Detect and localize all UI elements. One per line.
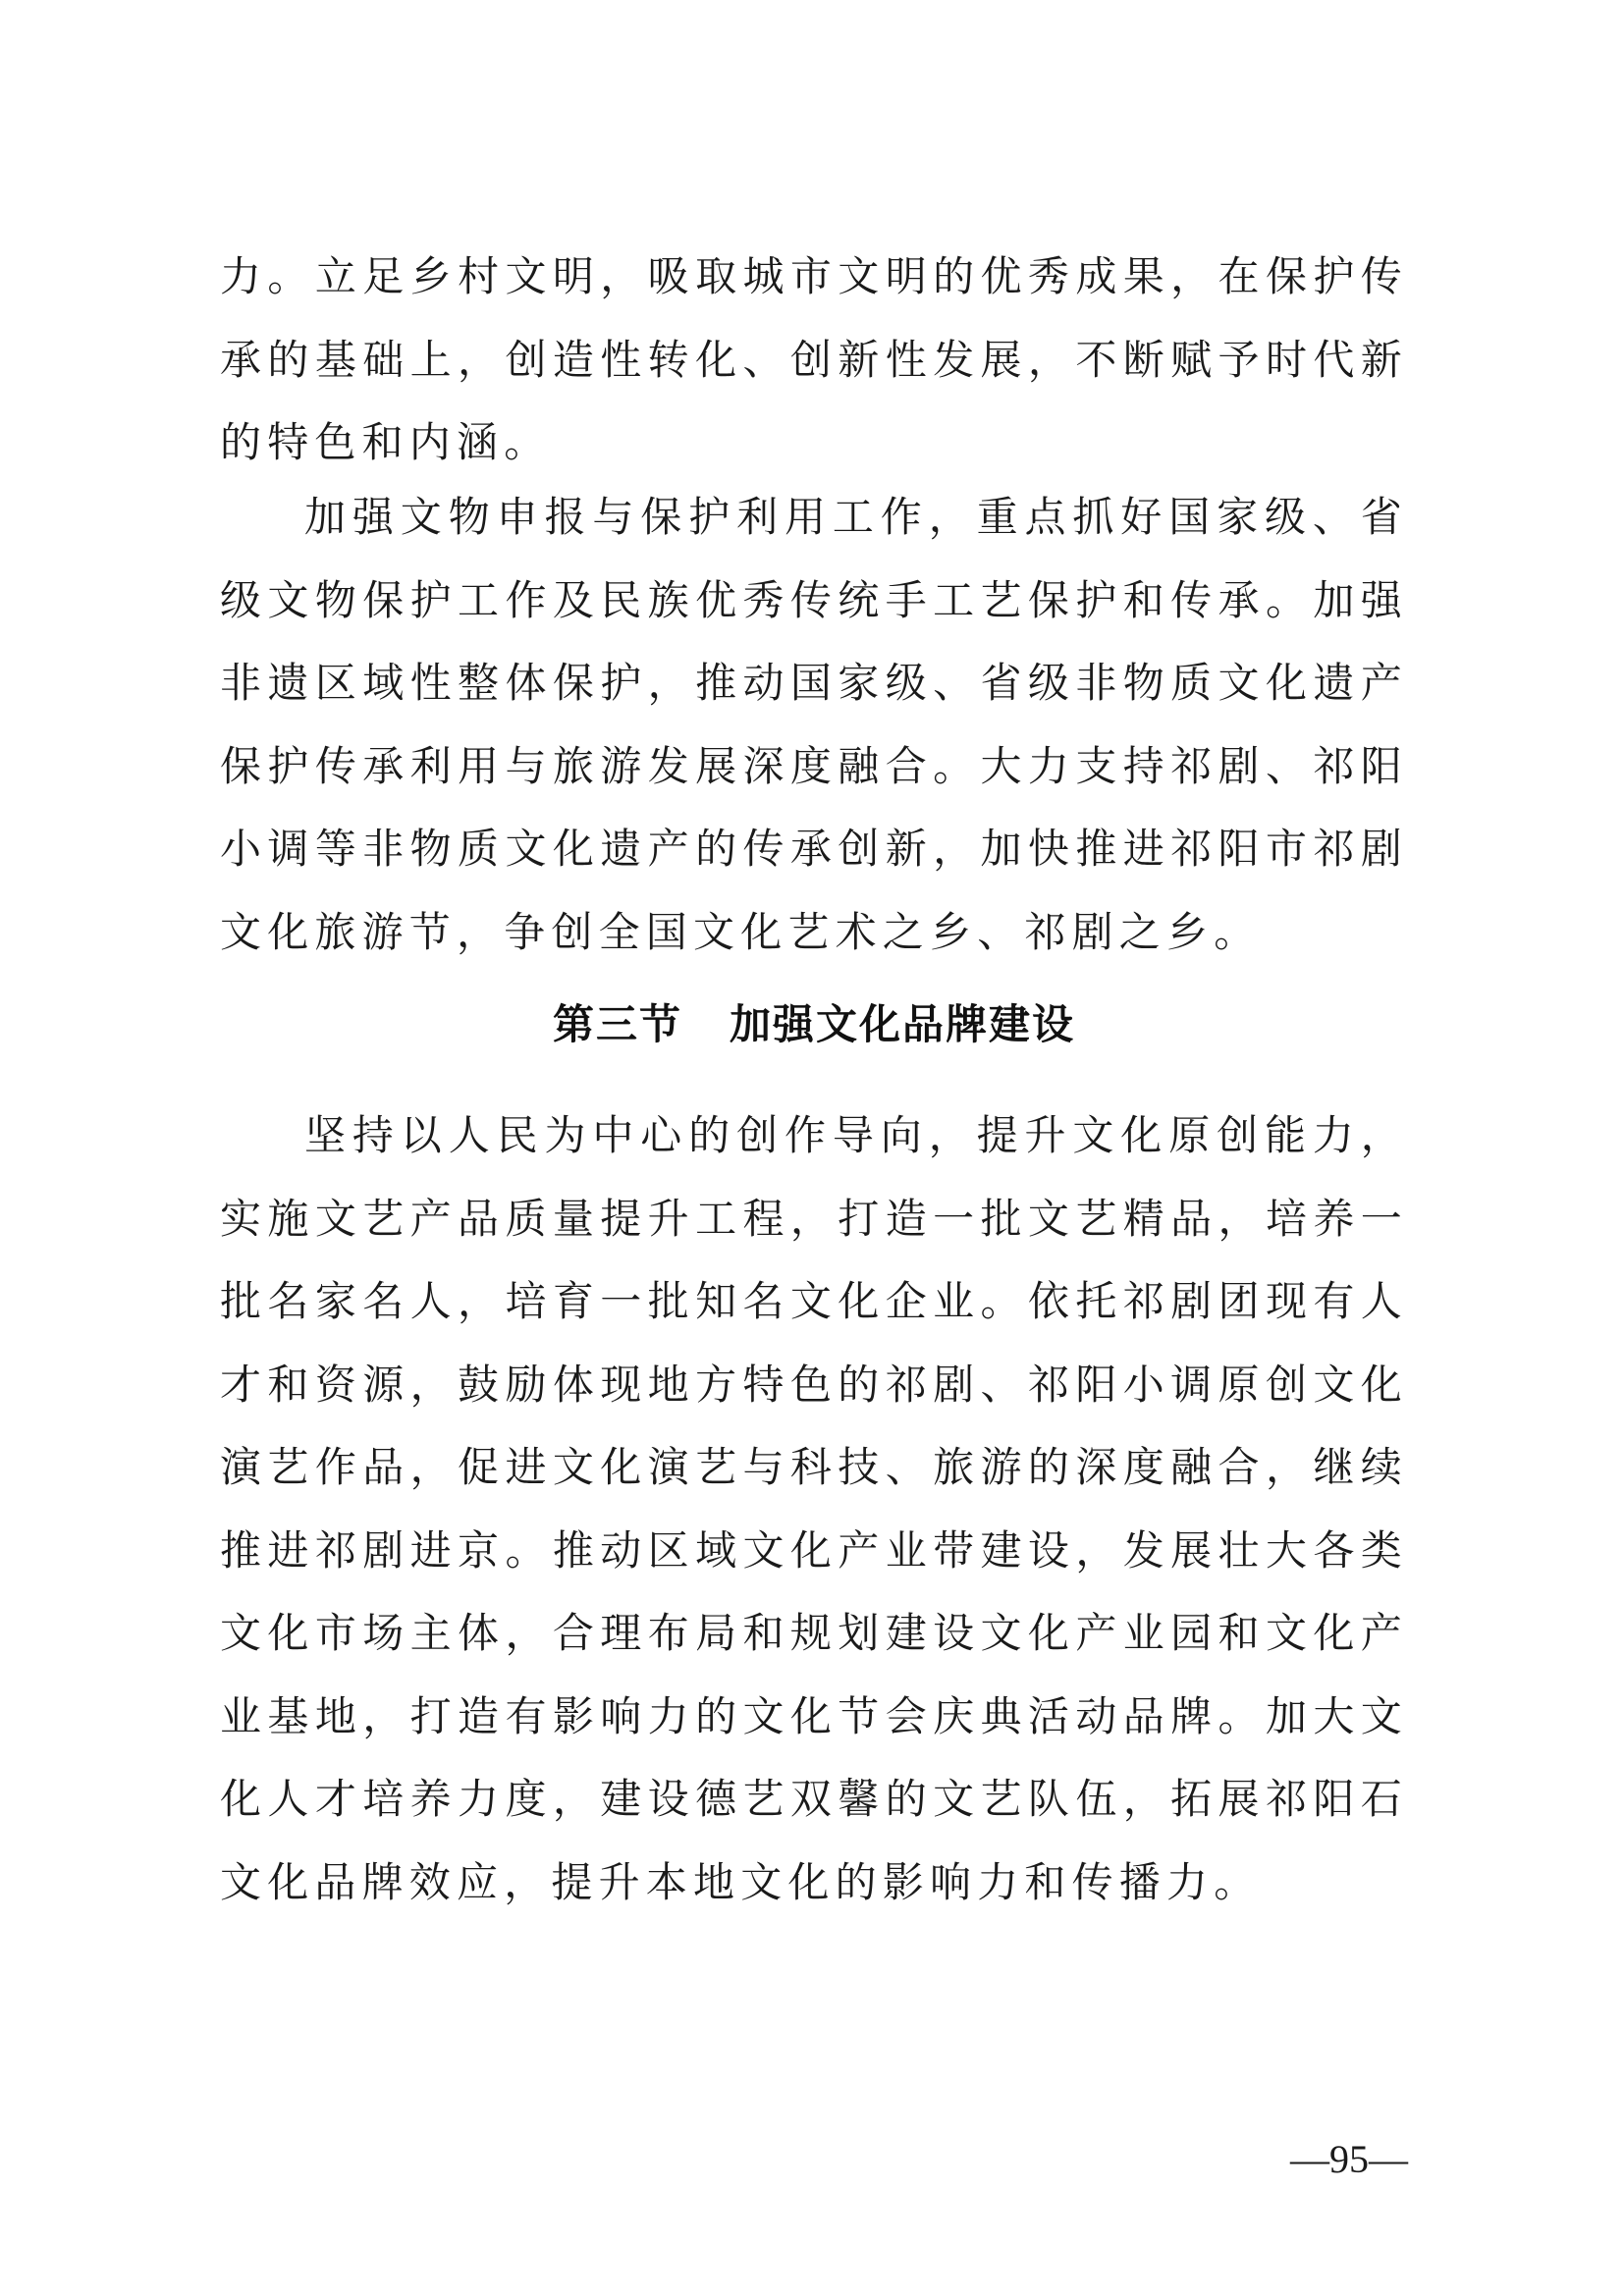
page-number: —95— — [1290, 2137, 1408, 2181]
paragraph-text: 加强文物申报与保护利用工作，重点抓好国家级、省级文物保护工作及民族优秀传统手工艺保护和传承。加强非遗区域性整体保护，推动国家级、省级非物质文化遗产保护传承利用与旅游发展深度融合。大力支持祁剧、祁阳小调等非物质文化遗产的传承创新，加快推进祁阳市祁剧文化旅游节，争创全国文化艺术之乡、祁剧之乡。 — [220, 493, 1408, 956]
paragraph-heritage-protection — [220, 476, 1408, 974]
paragraph-text: 力。立足乡村文明，吸取城市文明的优秀成果，在保护传承的基础上，创造性转化、创新性发展，不断赋予时代新的特色和内涵。 — [220, 252, 1408, 466]
section-heading — [220, 984, 1408, 1066]
section-title: 加强文化品牌建设 — [730, 1000, 1076, 1048]
paragraph-text: 坚持以人民为中心的创作导向，提升文化原创能力，实施文艺产品质量提升工程，打造一批文艺精品，培养一批名家名人，培育一批知名文化企业。依托祁剧团现有人才和资源，鼓励体现地方特色的祁剧、祁阳小调原创文化演艺作品，促进文化演艺与科技、旅游的深度融合，继续推进祁剧进京。推动区域文化产业带建设，发展壮大各类文化市场主体，合理布局和规划建设文化产业园和文化产业基地，打造有影响力的文化节会庆典活动品牌。加大文化人才培养力度，建设德艺双馨的文艺队伍，拓展祁阳石文化品牌效应，提升本地文化的影响力和传播力。 — [220, 1111, 1408, 1906]
section-number: 第三节 — [552, 1000, 682, 1048]
paragraph-cultural-brand — [220, 1095, 1408, 1924]
paragraph-continuation — [220, 236, 1408, 485]
